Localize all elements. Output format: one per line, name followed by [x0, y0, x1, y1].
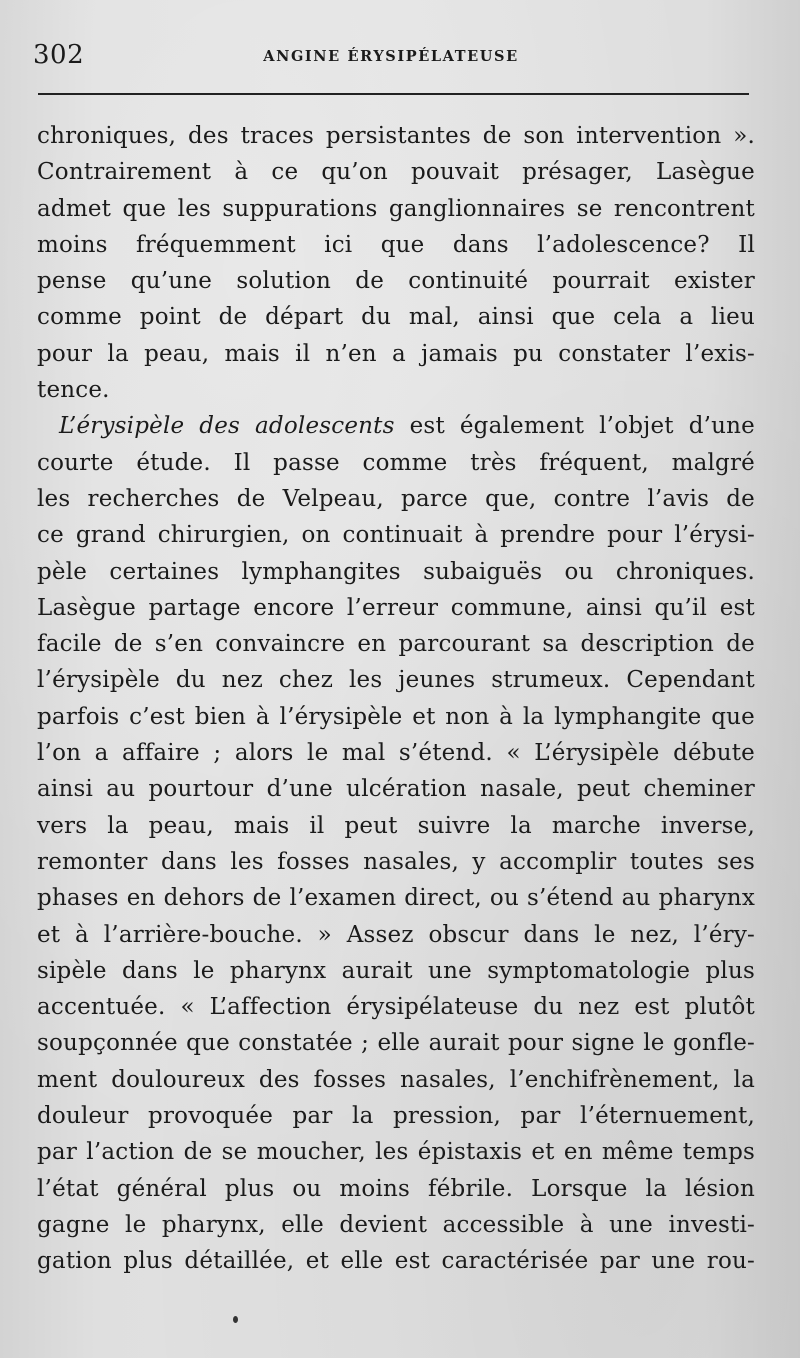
page-header — [33, 40, 749, 80]
text-line: accentuée. « L’affection érysipélateuse du nez est plutôt — [37, 994, 755, 1021]
header-rule — [38, 93, 749, 95]
body-text — [37, 118, 755, 1280]
text-line: pense qu’une solution de continuité pourrait exister — [37, 268, 755, 295]
text-line: par l’action de se moucher, les épistaxis et en même temps — [37, 1139, 755, 1166]
text-line: sipèle dans le pharynx aurait une symptomatologie plus — [37, 957, 755, 984]
text-line: pèle certaines lymphangites subaiguës ou chroniques. — [37, 558, 755, 585]
text-line: gation plus détaillée, et elle est caractérisée par une rou- — [37, 1248, 755, 1275]
text-line: soupçonnée que constatée ; elle aurait pour signe le gonfle- — [37, 1030, 755, 1057]
text-line: comme point de départ du mal, ainsi que cela a lieu — [37, 304, 755, 331]
text-line: douleur provoquée par la pression, par l’éternuement, — [37, 1103, 755, 1130]
paragraph-start-line — [37, 408, 755, 444]
text-line: courte étude. Il passe comme très fréquent, malgré — [37, 449, 755, 476]
text-line: ainsi au pourtour d’une ulcération nasale, peut cheminer — [37, 776, 755, 803]
text-line: parfois c’est bien à l’érysipèle et non à la lymphangite que — [37, 703, 755, 730]
text-line: l’érysipèle du nez chez les jeunes strumeux. Cependant — [37, 667, 755, 694]
text-line: l’état général plus ou moins fébrile. Lorsque la lésion — [37, 1175, 755, 1202]
text-line: facile de s’en convaincre en parcourant sa description de — [37, 631, 755, 658]
text-line: tence. — [37, 377, 110, 404]
text-line: vers la peau, mais il peut suivre la marche inverse, — [37, 812, 755, 839]
text-line: phases en dehors de l’examen direct, ou s’étend au pharynx — [37, 885, 755, 912]
ink-speck — [233, 1316, 238, 1323]
text-line: remonter dans les fosses nasales, y accomplir toutes ses — [37, 848, 755, 875]
text-line: chroniques, des traces persistantes de son intervention ». — [37, 123, 755, 149]
text-line: ce grand chirurgien, on continuait à prendre pour l’érysi- — [37, 522, 755, 549]
running-head: ANGINE ÉRYSIPÉLATEUSE — [263, 48, 519, 65]
page-number: 302 — [33, 40, 85, 70]
italic-phrase: L’érysipèle des adolescents — [59, 413, 395, 440]
text-line: admet que les suppurations ganglionnaires se rencontrent — [37, 195, 755, 222]
text-line: l’on a affaire ; alors le mal s’étend. « L’érysipèle débute — [37, 740, 755, 767]
text-line: gagne le pharynx, elle devient accessible à une investi- — [37, 1211, 755, 1238]
text-line: Contrairement à ce qu’on pouvait présager, Lasègue — [37, 159, 755, 186]
text-line: ment douloureux des fosses nasales, l’enchifrènement, la — [37, 1066, 755, 1093]
text-line: moins fréquemment ici que dans l’adolescence? Il — [37, 231, 755, 258]
text-line: les recherches de Velpeau, parce que, contre l’avis de — [37, 485, 755, 512]
text-line-rest: est également l’objet d’une — [409, 413, 755, 440]
text-line: pour la peau, mais il n’en a jamais pu constater l’exis- — [37, 340, 755, 367]
text-line: Lasègue partage encore l’erreur commune, ainsi qu’il est — [37, 594, 755, 621]
text-line: et à l’arrière-bouche. » Assez obscur dans le nez, l’éry- — [37, 921, 755, 948]
